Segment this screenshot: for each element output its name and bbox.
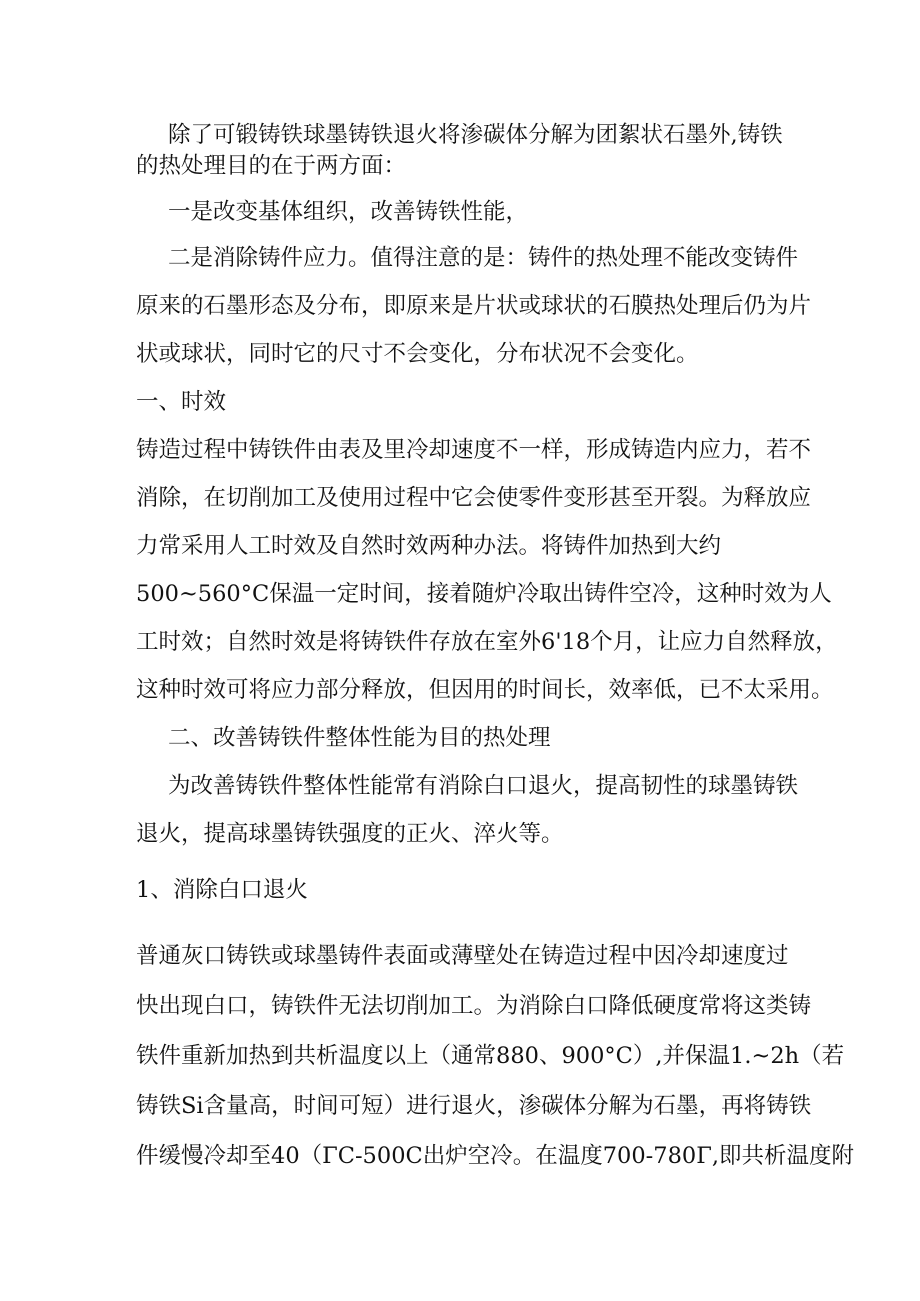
subsection-1-heading: 1、消除白口退火 xyxy=(136,877,308,903)
section-2-line-2: 退火，提高球墨铸铁强度的正火、淬火等。 xyxy=(136,821,564,847)
section-1-line: 铸造过程中铸铁件由表及里冷却速度不一样，形成铸造内应力，若不 xyxy=(136,437,812,463)
subsection-1-line: 铁件重新加热到共析温度以上（通常880、900°C）,并保温1.~2h（若 xyxy=(136,1043,845,1069)
section-1-line: 工时效；自然时效是将铸铁件存放在室外6'18个月，让应力自然释放， xyxy=(136,629,838,655)
purpose-two-line-2: 原来的石墨形态及分布，即原来是片状或球状的石膜热处理后仍为片 xyxy=(136,293,812,319)
section-1-line: 这种时效可将应力部分释放，但因用的时间长，效率低，已不太采用。 xyxy=(136,677,834,703)
section-1-line: 消除，在切削加工及使用过程中它会使零件变形甚至开裂。为释放应 xyxy=(136,485,812,511)
section-1-line: 力常采用人工时效及自然时效两种办法。将铸件加热到大约 xyxy=(136,533,722,559)
purpose-two-line-3: 状或球状，同时它的尺寸不会变化，分布状况不会变化。 xyxy=(136,341,699,367)
section-1-heading: 一、时效 xyxy=(136,389,227,415)
subsection-1-line: 快出现白口，铸铁件无法切削加工。为消除白口降低硬度常将这类铸 xyxy=(136,993,812,1019)
section-2-line-1: 为改善铸铁件整体性能常有消除白口退火，提高韧性的球墨铸铁 xyxy=(168,773,799,799)
purpose-one: 一是改变基体组织，改善铸铁性能， xyxy=(168,199,529,225)
section-1-line: 500~560°C保温一定时间，接着随炉冷取出铸件空冷，这种时效为人 xyxy=(136,581,832,607)
subsection-1-line: 铸铁Si含量高，时间可短）进行退火，渗碳体分解为石墨，再将铸铁 xyxy=(136,1093,812,1119)
purpose-two-line-1: 二是消除铸件应力。值得注意的是：铸件的热处理不能改变铸件 xyxy=(168,245,799,271)
intro-line-1: 除了可锻铸铁球墨铸铁退火将渗碳体分解为团絮状石墨外,铸铁 xyxy=(168,122,783,148)
section-2-heading: 二、改善铸铁件整体性能为目的热处理 xyxy=(168,725,551,751)
intro-line-2: 的热处理目的在于两方面： xyxy=(136,153,407,179)
subsection-1-line: 普通灰口铸铁或球墨铸件表面或薄壁处在铸造过程中因冷却速度过 xyxy=(136,943,789,969)
subsection-1-line: 件缓慢冷却至40（ΓC-500C出炉空冷。在温度700-780Γ,即共析温度附 xyxy=(136,1143,854,1169)
